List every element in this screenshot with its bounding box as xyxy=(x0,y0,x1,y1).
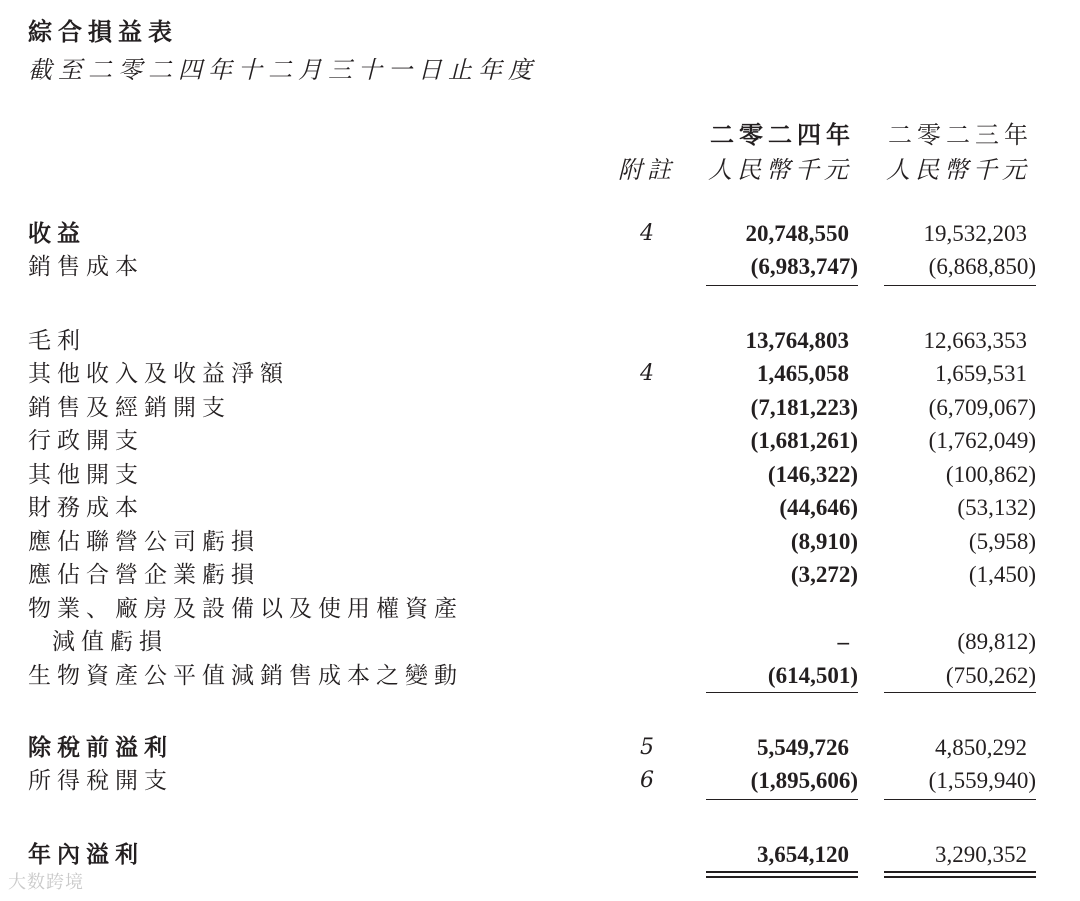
subtotal-rule-2023 xyxy=(884,285,1036,286)
row-label: 其他收入及收益淨額 xyxy=(28,361,289,387)
table-row-impairment-heading xyxy=(0,592,1080,626)
table-row-gross-profit xyxy=(0,324,1080,358)
row-label: 減值虧損 xyxy=(52,629,168,655)
table-row-cost-of-sales xyxy=(0,250,1080,284)
row-label: 收益 xyxy=(28,221,86,247)
value-2024: 13,764,803 xyxy=(745,328,849,353)
row-label: 其他開支 xyxy=(28,462,144,488)
row-label: 銷售成本 xyxy=(28,254,144,280)
value-2023: (53,132) xyxy=(957,495,1036,520)
value-2023: (6,868,850) xyxy=(928,254,1036,279)
column-header-2024-unit: 人民幣千元 xyxy=(708,156,853,184)
table-row-selling-expenses xyxy=(0,391,1080,425)
subtotal-rule-2023 xyxy=(884,799,1036,800)
value-2023: 3,290,352 xyxy=(935,842,1027,867)
row-label: 銷售及經銷開支 xyxy=(28,395,231,421)
page-subtitle: 截至二零二四年十二月三十一日止年度 xyxy=(28,56,538,84)
column-header-notes: 附註 xyxy=(618,156,676,184)
value-2024: (44,646) xyxy=(779,495,858,520)
table-row-associates-loss xyxy=(0,525,1080,559)
value-2024: (614,501) xyxy=(767,663,858,688)
value-2024: – xyxy=(837,629,849,654)
value-2024: (3,272) xyxy=(790,562,858,587)
value-2024: 3,654,120 xyxy=(757,842,849,867)
row-label: 所得稅開支 xyxy=(28,768,173,794)
row-label: 財務成本 xyxy=(28,495,144,521)
value-2023: (89,812) xyxy=(957,629,1036,654)
row-label: 生物資產公平值減銷售成本之變動 xyxy=(28,663,463,689)
value-2023: (1,559,940) xyxy=(928,768,1036,793)
table-row-profit-before-tax xyxy=(0,731,1080,765)
value-2023: (1,762,049) xyxy=(928,428,1036,453)
subtotal-rule-2023 xyxy=(884,692,1036,693)
table-row-admin-expenses xyxy=(0,424,1080,458)
row-label: 除稅前溢利 xyxy=(28,735,173,761)
row-label: 應佔聯營公司虧損 xyxy=(28,529,260,555)
row-label: 物業、廠房及設備以及使用權資產 xyxy=(28,596,463,622)
value-2024: (7,181,223) xyxy=(750,395,858,420)
value-2023: (1,450) xyxy=(968,562,1036,587)
page-title: 綜合損益表 xyxy=(28,18,178,46)
total-double-rule-2023 xyxy=(884,871,1036,873)
row-label: 應佔合營企業虧損 xyxy=(28,562,260,588)
watermark: 大数跨境 xyxy=(8,872,84,893)
row-note: 4 xyxy=(640,221,654,246)
total-double-rule-2024 xyxy=(706,871,858,873)
value-2023: 1,659,531 xyxy=(935,361,1027,386)
total-double-rule-2024 xyxy=(706,876,858,878)
table-row-other-income xyxy=(0,357,1080,391)
row-note: 6 xyxy=(640,768,654,793)
value-2023: (5,958) xyxy=(968,529,1036,554)
row-label: 年內溢利 xyxy=(28,842,144,868)
row-note: 4 xyxy=(640,361,654,386)
value-2023: (100,862) xyxy=(945,462,1036,487)
table-row-impairment-loss xyxy=(0,625,1080,659)
value-2023: (750,262) xyxy=(945,663,1036,688)
value-2024: 1,465,058 xyxy=(757,361,849,386)
value-2024: (1,681,261) xyxy=(750,428,858,453)
subtotal-rule-2024 xyxy=(706,692,858,693)
table-row-joint-ventures-loss xyxy=(0,558,1080,592)
value-2024: (1,895,606) xyxy=(750,768,858,793)
value-2024: (6,983,747) xyxy=(750,254,858,279)
row-label: 行政開支 xyxy=(28,428,144,454)
table-row-biological-assets xyxy=(0,659,1080,693)
table-row-other-expenses xyxy=(0,458,1080,492)
column-header-2023-year: 二零二三年 xyxy=(888,121,1033,149)
subtotal-rule-2024 xyxy=(706,285,858,286)
row-note: 5 xyxy=(640,735,654,760)
value-2024: 5,549,726 xyxy=(757,735,849,760)
table-row-profit-for-year xyxy=(0,838,1080,872)
value-2023: 4,850,292 xyxy=(935,735,1027,760)
value-2024: 20,748,550 xyxy=(745,221,849,246)
table-row-finance-costs xyxy=(0,491,1080,525)
value-2023: 12,663,353 xyxy=(923,328,1027,353)
row-label: 毛利 xyxy=(28,328,86,354)
value-2024: (8,910) xyxy=(790,529,858,554)
table-row-income-tax xyxy=(0,764,1080,798)
column-header-2024-year: 二零二四年 xyxy=(710,121,855,149)
total-double-rule-2023 xyxy=(884,876,1036,878)
value-2023: (6,709,067) xyxy=(928,395,1036,420)
column-header-2023-unit: 人民幣千元 xyxy=(886,156,1031,184)
table-row-revenue xyxy=(0,217,1080,251)
value-2023: 19,532,203 xyxy=(923,221,1027,246)
value-2024: (146,322) xyxy=(767,462,858,487)
subtotal-rule-2024 xyxy=(706,799,858,800)
